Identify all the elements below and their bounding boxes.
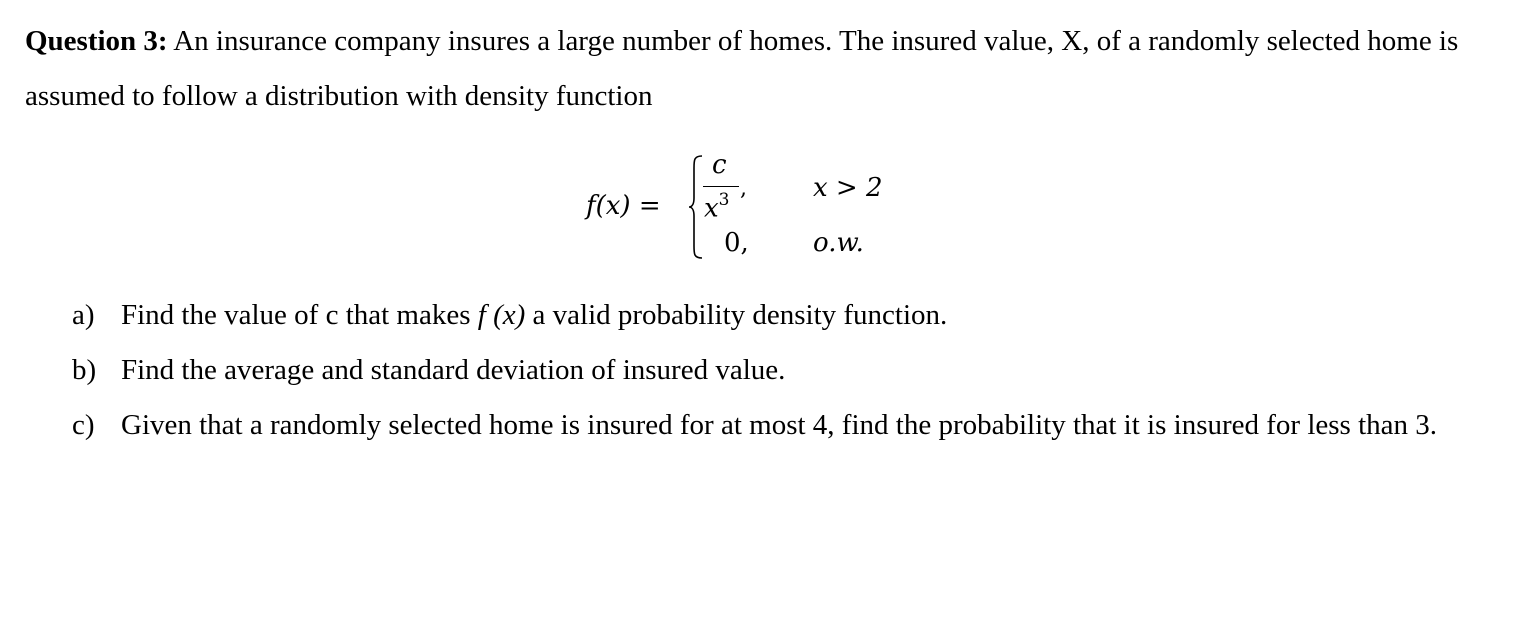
list-item [72,405,1492,446]
case2-value: 0, [724,228,749,258]
denominator-exponent: 3 [718,190,730,210]
item-fx: f (x) [477,299,526,331]
case1-condition: x > 2 [813,173,883,203]
question-label: Question 3: [25,25,168,57]
density-function-formula [0,0,1526,290]
fraction-bar [703,186,739,187]
item-text-after: a valid probability density function. [525,299,948,331]
left-brace [688,154,704,260]
formula-lhs: f(x) = [586,191,661,221]
item-marker: c) [72,409,95,441]
list-item [72,295,1492,336]
item-text: Given that a randomly selected home is insured for at most 4, find the probability that it is insured for less than 3. [121,409,1438,441]
denominator-base: x [704,193,719,224]
fraction-denominator [704,192,730,224]
item-marker: b) [72,354,97,386]
item-text-before: Find the value of c that makes [121,299,478,331]
question-intro: An insurance company insures a large number of homes. The insured value, X, of a randomly selected home is assumed to follow a distribution with density function [25,25,1459,112]
list-item [72,350,1492,391]
case1-comma: , [740,176,747,201]
item-marker: a) [72,299,95,331]
item-text: Find the average and standard deviation of insured value. [121,354,786,386]
case2-condition: o.w. [813,228,864,258]
fraction-numerator: c [712,150,727,180]
question-items [72,295,1492,460]
